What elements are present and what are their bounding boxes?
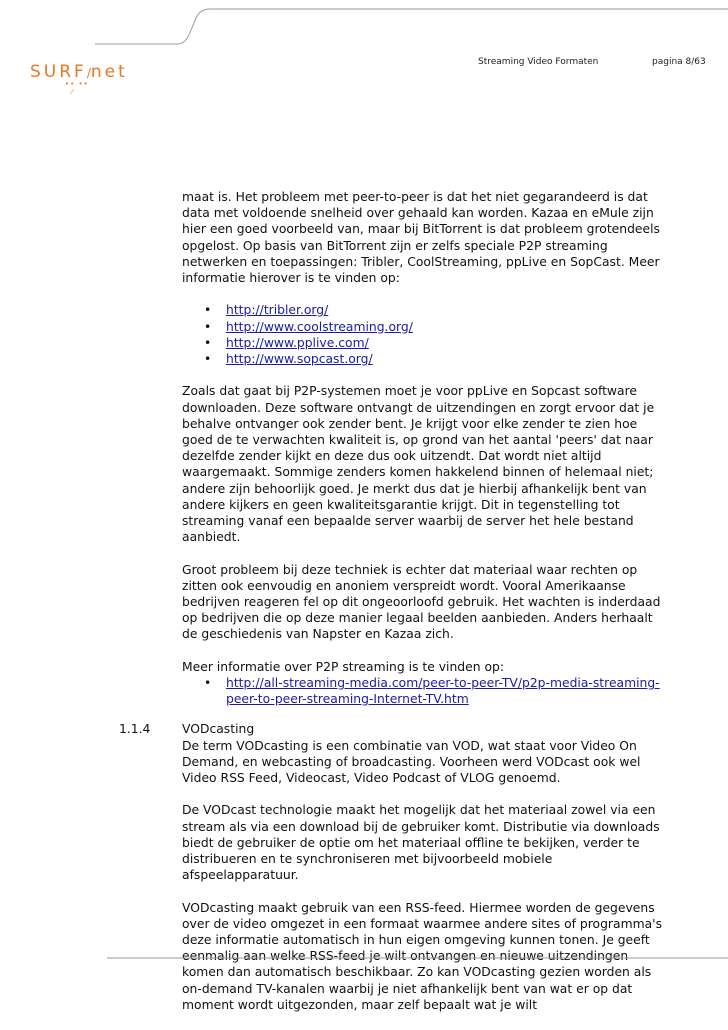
link-pplive[interactable]: http://www.pplive.com/ bbox=[226, 335, 369, 350]
paragraph: maat is. Het probleem met peer-to-peer is dat het niet gegarandeerd is dat data met voldoende snelheid over gehaald kan worden. Kazaa en eMule zijn hier een goed voorbeeld van, maar bij BitTorrent is dat probleem grotendeels opgelost. Op basis van BitTorrent zijn er zelfs speciale P2P streaming netwerken en toepassingen: Tribler, CoolStreaming, ppLive en SopCast. Meer informatie hierover is te vinden op: bbox=[182, 190, 660, 286]
link-all-streaming-media[interactable]: http://all-streaming-media.com/peer-to-peer-TV/p2p-media-streaming-peer-to-peer-streaming-Internet-TV.htm bbox=[226, 676, 660, 707]
link-tribler[interactable]: http://tribler.org/ bbox=[226, 303, 329, 318]
link-sopcast[interactable]: http://www.sopcast.org/ bbox=[226, 352, 373, 367]
footer-rule bbox=[107, 957, 728, 959]
paragraph: VODcasting maakt gebruik van een RSS-feed. Hiermee worden de gegevens over de video omgezet in een formaat waarmee andere sites of programma's deze informatie automatisch in hun eigen omgeving kunnen tonen. Je geeft eenmalig aan welke RSS-feed je wilt ontvangen en nieuwe uitzendingen komen dan automatisch beschikbaar. Zo kan VODcasting gezien worden als on-demand TV-kanalen waarbij je niet afhankelijk bent van wat er op dat moment wordt uitgezonden, maar zelf bepaalt wat je wilt bbox=[182, 900, 663, 1012]
bullet-icon: • bbox=[204, 303, 212, 318]
paragraph: Meer informatie over P2P streaming is te vinden op: bbox=[182, 659, 505, 674]
list-item bbox=[182, 675, 662, 707]
header-title: Streaming Video Formaten bbox=[478, 57, 599, 67]
list-item bbox=[182, 319, 662, 335]
link-list bbox=[182, 675, 662, 707]
bullet-icon: • bbox=[204, 319, 212, 334]
header-rule bbox=[0, 0, 728, 60]
list-item bbox=[182, 335, 662, 351]
paragraph: Zoals dat gaat bij P2P-systemen moet je voor ppLive en Sopcast software downloaden. Deze software ontvangt de uitzendingen en zorgt ervoor dat je behalve ontvanger ook zender bent. Je krijgt voor elke zender te zien hoe goed de te verwachten kwaliteit is, op grond van het aantal 'peers' dat naar dezelfde zender kijkt en deze dus ook uitzendt. Dat wordt niet altijd waargemaakt. Sommige zenders komen hakkelend binnen of helemaal niet; andere zijn behoorlijk goed. Je merkt dus dat je hierbij afhankelijk bent van andere kijkers en geen kwaliteitsgarantie krijgt. Dit in tegenstelling tot streaming vanaf een bepaalde server waarbij de server het hele bestand aanbiedt. bbox=[182, 384, 655, 545]
page-number: pagina 8/63 bbox=[652, 57, 706, 67]
bullet-icon: • bbox=[204, 676, 212, 691]
logo-decoration: •• •• ⁄ bbox=[65, 80, 89, 96]
list-item bbox=[182, 351, 662, 367]
paragraph: Groot probleem bij deze techniek is echter dat materiaal waar rechten op zitten ook eenvoudig en anoniem verspreidt wordt. Vooral Amerikaanse bedrijven reageren fel op dit ongeoorloofd gebruik. Het wachten is inderdaad op bedrijven die op deze manier legaal beelden aanbieden. Anders herhaalt de geschiedenis van Napster en Kazaa zich. bbox=[182, 562, 661, 642]
link-coolstreaming[interactable]: http://www.coolstreaming.org/ bbox=[226, 319, 413, 334]
document-body bbox=[119, 189, 663, 1029]
bullet-icon: • bbox=[204, 352, 212, 367]
bullet-icon: • bbox=[204, 335, 212, 350]
section-heading bbox=[119, 721, 662, 737]
section-number: 1.1.4 bbox=[119, 722, 151, 737]
paragraph: De term VODcasting is een combinatie van VOD, wat staat voor Video On Demand, en webcasting of broadcasting. Voorheen werd VODcast ook wel Video RSS Feed, Videocast, Video Podcast of VLOG genoemd. bbox=[182, 738, 641, 786]
surfnet-logo: SURF/net bbox=[30, 62, 128, 82]
section-title: VODcasting bbox=[182, 722, 255, 737]
paragraph: De VODcast technologie maakt het mogelijk dat het materiaal zowel via een stream als via een download bij de gebruiker komt. Distributie via downloads biedt de gebruiker de optie om het materiaal offline te bekijken, verder te distribueren en te synchroniseren met bijvoorbeeld mobiele afspeelapparatuur. bbox=[182, 803, 660, 883]
list-item bbox=[182, 302, 662, 318]
link-list bbox=[182, 302, 662, 367]
